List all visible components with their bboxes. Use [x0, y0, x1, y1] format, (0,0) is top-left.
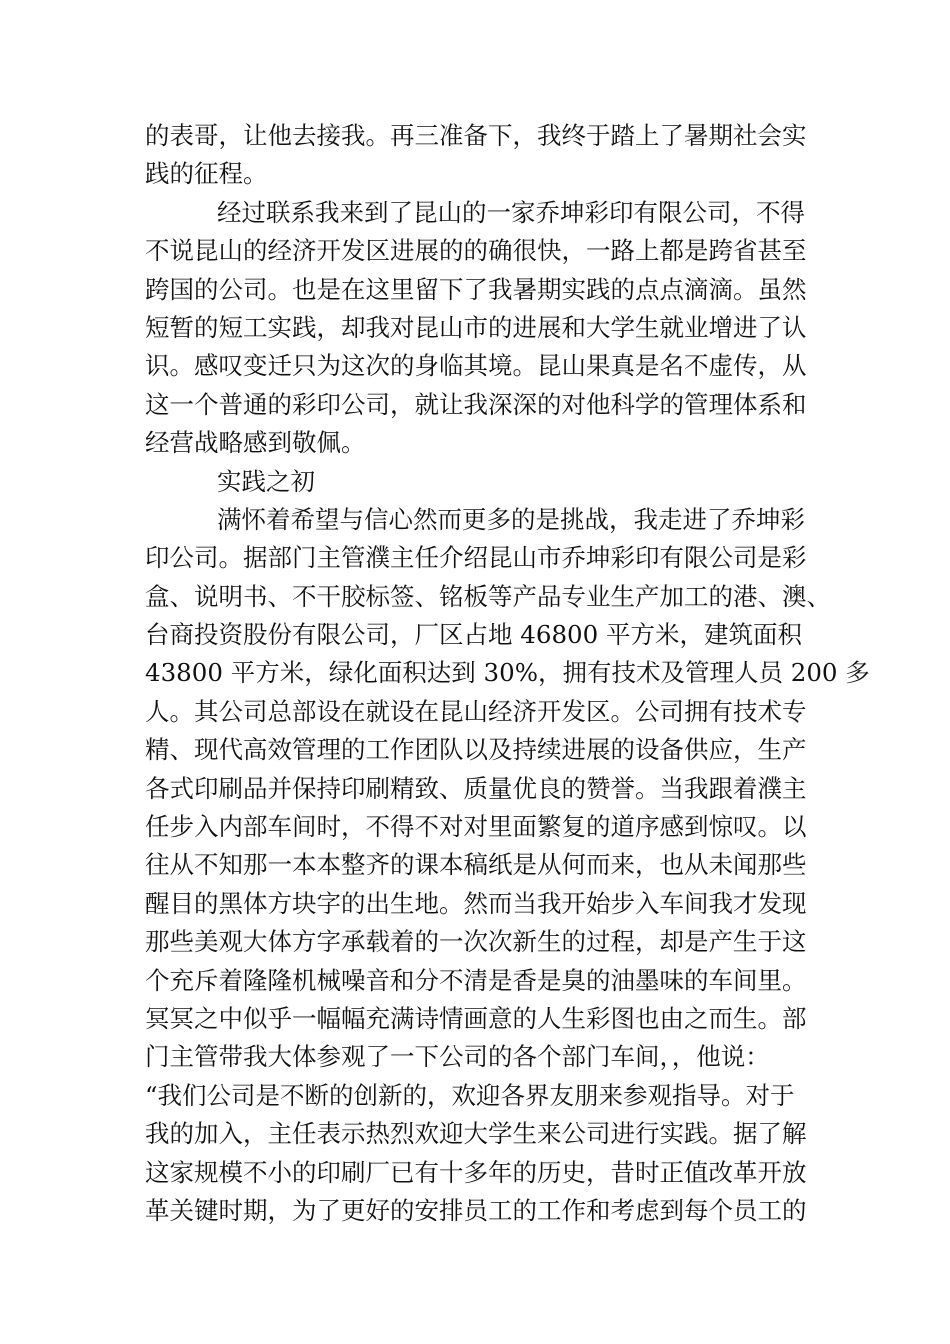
- text-line: 印公司。据部门主管濮主任介绍昆山市乔坤彩印有限公司是彩: [145, 543, 807, 573]
- text-line: 不说昆山的经济开发区进展的的确很快，一路上都是跨省甚至: [145, 236, 807, 266]
- text-line: 门主管带我大体参观了一下公司的各个部门车间，，他说：: [145, 1042, 770, 1072]
- text-line: 各式印刷品并保持印刷精致、质量优良的赞誉。当我跟着濮主: [145, 773, 807, 803]
- text-line: 实践之初: [217, 466, 315, 496]
- text-line: 识。感叹变迁只为这次的身临其境。昆山果真是名不虚传，从: [145, 351, 807, 381]
- text-line: 践的征程。: [145, 159, 268, 189]
- text-line: 跨国的公司。也是在这里留下了我暑期实践的点点滴滴。虽然: [145, 274, 807, 304]
- document-body: [145, 117, 870, 1230]
- text-line: 这家规模不小的印刷厂已有十多年的历史，昔时正值改革开放: [145, 1157, 807, 1187]
- text-line: 那些美观大体方字承载着的一次次新生的过程，却是产生于这: [145, 927, 807, 957]
- text-line: 精、现代高效管理的工作团队以及持续进展的设备供应，生产: [145, 735, 807, 765]
- text-line: 短暂的短工实践，却我对昆山市的进展和大学生就业增进了认: [145, 312, 807, 342]
- text-line: 冥冥之中似乎一幅幅充满诗情画意的人生彩图也由之而生。部: [145, 1003, 807, 1033]
- text-line: 满怀着希望与信心然而更多的是挑战，我走进了乔坤彩: [217, 504, 805, 534]
- text-line: 经营战略感到敬佩。: [145, 428, 366, 458]
- text-line: 往从不知那一本本整齐的课本稿纸是从何而来，也从未闻那些: [145, 850, 807, 880]
- text-line: 任步入内部车间时，不得不对对里面繁复的道序感到惊叹。以: [145, 812, 807, 842]
- text-line: “我们公司是不断的创新的，欢迎各界友朋来参观指导。对于: [145, 1080, 795, 1110]
- text-line: 醒目的黑体方块字的出生地。然而当我开始步入车间我才发现: [145, 888, 807, 918]
- text-line: 43800 平方米，绿化面积达到 30%，拥有技术及管理人员 200 多: [145, 658, 870, 688]
- text-line: 经过联系我来到了昆山的一家乔坤彩印有限公司，不得: [217, 197, 805, 227]
- text-line: 革关键时期，为了更好的安排员工的工作和考虑到每个员工的: [145, 1195, 807, 1225]
- text-line: 我的加入，主任表示热烈欢迎大学生来公司进行实践。据了解: [145, 1119, 807, 1149]
- text-line: 个充斥着隆隆机械噪音和分不清是香是臭的油墨味的车间里。: [145, 965, 807, 995]
- text-line: 的表哥，让他去接我。再三准备下，我终于踏上了暑期社会实: [145, 121, 807, 150]
- text-line: 台商投资股份有限公司，厂区占地 46800 平方米，建筑面积: [145, 620, 803, 650]
- text-line: 人。其公司总部设在就设在昆山经济开发区。公司拥有技术专: [145, 696, 807, 726]
- text-line: 盒、说明书、不干胶标签、铭板等产品专业生产加工的港、澳、: [145, 581, 831, 611]
- text-line: 这一个普通的彩印公司，就让我深深的对他科学的管理体系和: [145, 389, 807, 419]
